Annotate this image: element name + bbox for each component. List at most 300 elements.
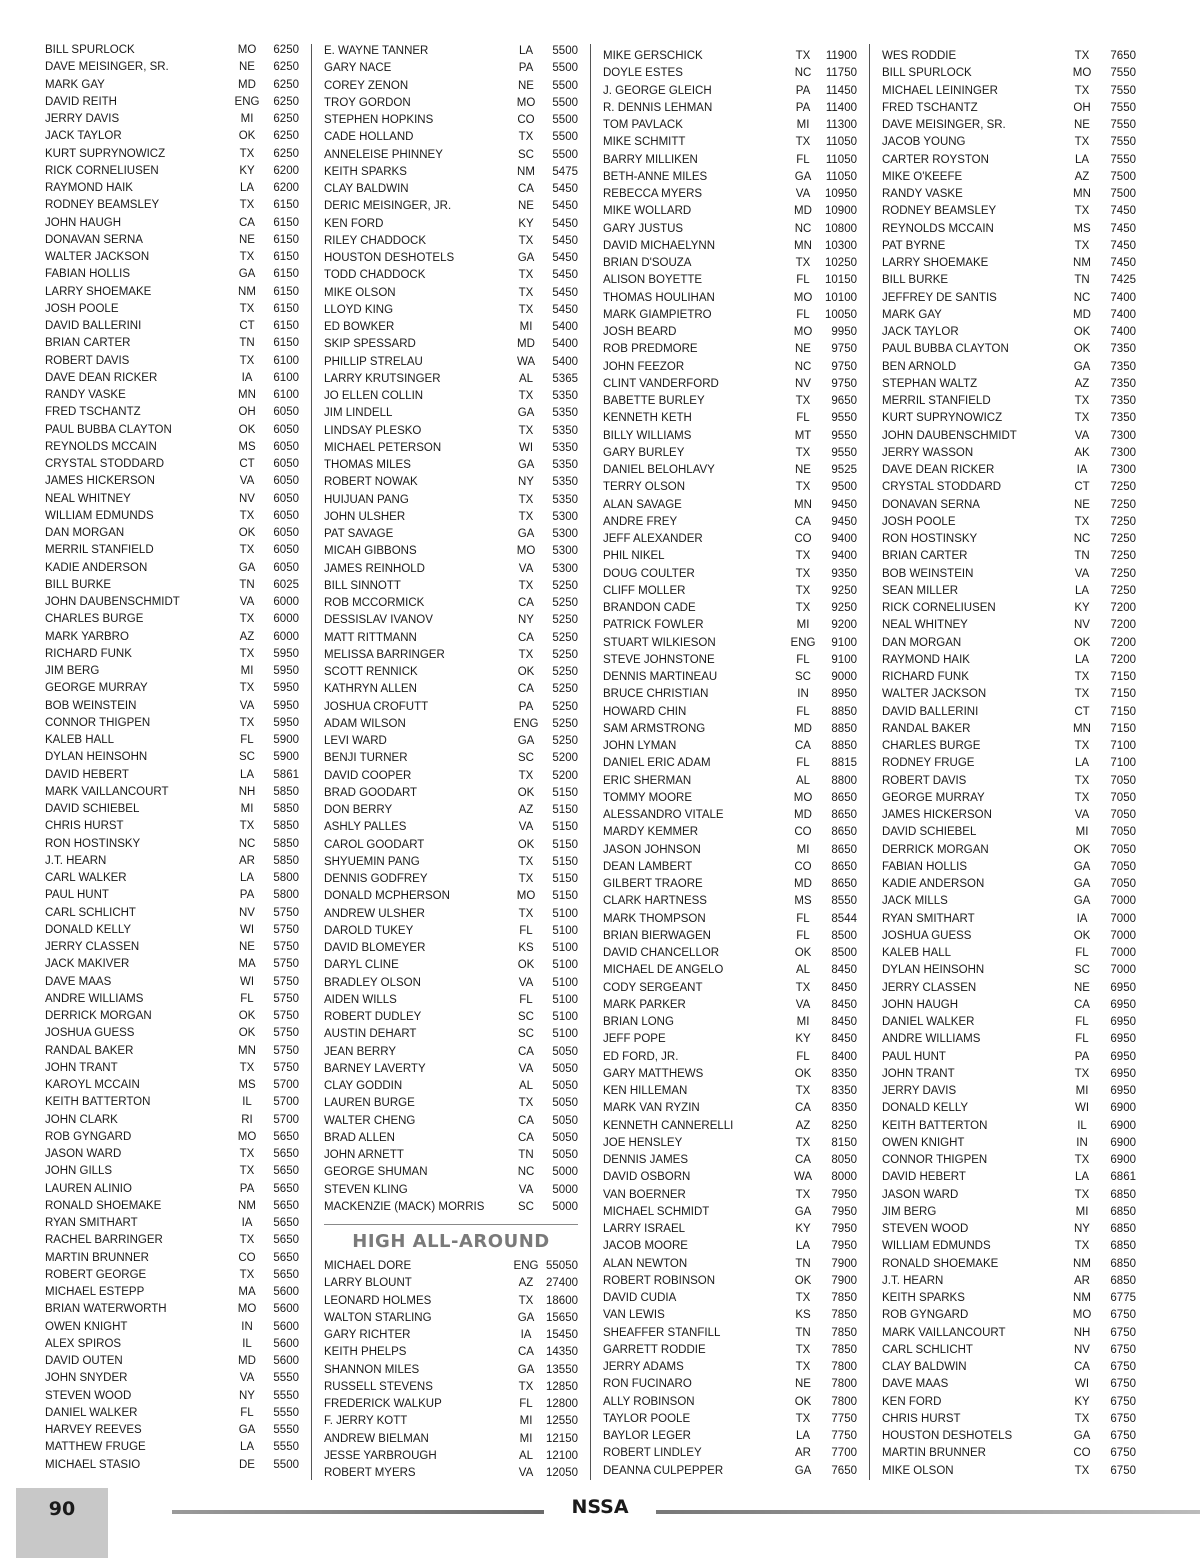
score: 12800 [546, 1398, 578, 1410]
state: MI [796, 1016, 810, 1028]
shooter-name: RYAN SMITHART [882, 912, 975, 925]
shooter-name: CONNOR THIGPEN [45, 716, 151, 729]
score: 5750 [273, 906, 299, 919]
list-item [882, 962, 1136, 979]
state: MI [796, 843, 810, 856]
score: 5100 [552, 1028, 578, 1041]
state: SC [518, 148, 534, 161]
score: 6200 [273, 164, 299, 177]
list-item [603, 1359, 857, 1376]
state: TX [795, 1412, 811, 1425]
list-item [45, 542, 299, 559]
state: PA [1074, 1050, 1090, 1063]
shooter-name: RANDY VASKE [45, 389, 126, 401]
shooter-name: BABETTE BURLEY [603, 395, 705, 407]
shooter-name: MARTIN BRUNNER [45, 1251, 149, 1264]
score: 5250 [552, 717, 578, 730]
shooter-name: STEPHEN HOPKINS [324, 114, 434, 126]
shooter-name: DAVID BLOMEYER [324, 942, 426, 954]
shooter-name: JOSHUA CROFUTT [324, 700, 429, 713]
shooter-name: DAVID REITH [45, 95, 117, 108]
score: 6025 [273, 578, 299, 591]
list-item [324, 595, 578, 612]
list-item [45, 180, 299, 197]
score: 6150 [273, 199, 299, 212]
state: TX [1074, 136, 1090, 149]
list-item [603, 807, 857, 824]
list-item [45, 1319, 299, 1336]
score: 5950 [273, 647, 299, 660]
state: CA [795, 515, 811, 528]
shooter-name: KALEB HALL [882, 947, 952, 959]
state: LA [795, 1240, 811, 1253]
score: 5350 [552, 459, 578, 471]
state: TX [1074, 1464, 1090, 1477]
shooter-name: KURT SUPRYNOWICZ [882, 412, 1003, 425]
score: 5000 [552, 1183, 578, 1196]
score: 6050 [273, 423, 299, 436]
score: 5100 [552, 942, 578, 954]
score: 5900 [273, 751, 299, 764]
score: 7200 [1110, 636, 1136, 649]
shooter-name: SKIP SPESSARD [324, 338, 416, 351]
score: 12150 [546, 1432, 578, 1445]
shooter-name: KADIE ANDERSON [45, 561, 148, 574]
list-item [603, 1428, 857, 1445]
state: NV [1074, 619, 1090, 632]
shooter-name: DERRICK MORGAN [45, 1010, 152, 1022]
state: MO [516, 890, 536, 903]
shooter-name: ALESSANDRO VITALE [603, 809, 724, 821]
list-item [45, 749, 299, 766]
shooter-name: RON FUCINARO [603, 1378, 692, 1391]
score: 7550 [1110, 84, 1136, 97]
state: CA [518, 631, 534, 644]
score: 5750 [273, 1044, 299, 1057]
score: 5100 [552, 907, 578, 920]
list-item [882, 928, 1136, 945]
shooter-name: RYAN SMITHART [45, 1217, 138, 1229]
score: 9550 [831, 429, 857, 442]
list-item [882, 669, 1136, 686]
score: 5500 [552, 45, 578, 57]
score: 7850 [831, 1292, 857, 1304]
shooter-name: JOSH POOLE [45, 302, 119, 315]
list-item [603, 221, 857, 238]
score: 7050 [1110, 791, 1136, 804]
list-item [882, 583, 1136, 600]
state: CO [1073, 1447, 1091, 1460]
state: TX [239, 1268, 255, 1281]
shooter-name: DAVID CHANCELLOR [603, 947, 720, 959]
state: TX [239, 509, 255, 522]
list-item [45, 853, 299, 870]
state: NE [518, 79, 534, 92]
shooter-name: ROBERT LINDLEY [603, 1447, 702, 1460]
list-item [324, 198, 578, 215]
score: 6150 [273, 320, 299, 332]
shooter-name: LARRY SHOEMAKE [882, 257, 989, 269]
state: KY [518, 217, 534, 230]
score: 7450 [1110, 222, 1136, 235]
list-item [882, 617, 1136, 634]
score: 9550 [831, 412, 857, 425]
state: NC [517, 1166, 535, 1179]
state: FL [796, 757, 810, 770]
score: 10250 [825, 257, 857, 269]
shooter-name: HOWARD CHIN [603, 705, 687, 718]
shooter-name: KEITH BATTERTON [45, 1096, 151, 1109]
list-item [45, 439, 299, 456]
score: 10300 [825, 239, 857, 252]
shooter-name: DERRICK MORGAN [882, 843, 989, 856]
shooter-name: DONAVAN SERNA [45, 233, 143, 246]
list-item [324, 1044, 578, 1061]
list-item [603, 1169, 857, 1186]
state: MD [794, 878, 812, 890]
state: SC [239, 751, 255, 764]
shooter-name: RANDAL BAKER [882, 722, 971, 735]
list-item [45, 939, 299, 956]
list-item [603, 704, 857, 721]
score: 5650 [273, 1165, 299, 1178]
shooter-name: MIKE OLSON [324, 286, 396, 299]
score: 13550 [546, 1363, 578, 1376]
state: GA [794, 170, 812, 183]
state: MS [794, 895, 812, 908]
shooter-name: DAN MORGAN [45, 527, 125, 539]
shooter-name: RANDY VASKE [882, 188, 963, 200]
state: KY [795, 1033, 811, 1046]
column-2 [324, 43, 578, 1482]
state: AL [795, 774, 811, 787]
state: MS [1073, 222, 1091, 235]
shooter-name: CARL SCHLICHT [45, 906, 136, 919]
state: GA [517, 1311, 535, 1324]
score: 5300 [552, 562, 578, 575]
list-item [603, 497, 857, 514]
shooter-name: MARK VAILLANCOURT [882, 1326, 1006, 1339]
list-item [45, 784, 299, 801]
list-item [603, 514, 857, 531]
state: FL [796, 705, 810, 718]
list-item [45, 663, 299, 680]
state: CA [795, 740, 811, 752]
shooter-name: CHRIS HURST [45, 820, 124, 833]
state: CO [794, 533, 812, 545]
list-item [882, 1238, 1136, 1255]
shooter-name: MIKE O'KEEFE [882, 170, 963, 183]
shooter-name: JOHN CLARK [45, 1113, 118, 1126]
list-item [603, 566, 857, 583]
state: OK [794, 1274, 812, 1287]
score: 5550 [273, 1424, 299, 1436]
state: NE [1074, 981, 1090, 994]
state: MI [1075, 826, 1089, 839]
list-item [603, 962, 857, 979]
list-item [324, 699, 578, 716]
list-item [882, 1273, 1136, 1290]
score: 7450 [1110, 239, 1136, 252]
shooter-name: MICHAEL ESTEPP [45, 1286, 145, 1298]
state: GA [1073, 878, 1091, 890]
list-item [324, 1061, 578, 1078]
score: 5450 [552, 217, 578, 230]
state: CA [518, 683, 534, 696]
list-item [882, 307, 1136, 324]
list-item [324, 1182, 578, 1199]
list-item [324, 526, 578, 543]
shooter-name: RODNEY BEAMSLEY [45, 199, 160, 212]
list-item [603, 1066, 857, 1083]
shooter-name: DONALD KELLY [45, 923, 132, 936]
shooter-name: BRADLEY OLSON [324, 976, 421, 989]
shooter-name: PATRICK FOWLER [603, 619, 704, 632]
state: GA [1073, 895, 1091, 908]
shooter-name: ASHLY PALLES [324, 821, 407, 834]
state: KS [795, 1309, 811, 1322]
list-item [603, 1445, 857, 1462]
state: LA [239, 1441, 255, 1454]
state: NE [239, 233, 255, 246]
shooter-name: BOB WEINSTEIN [882, 567, 974, 580]
state: SC [518, 752, 534, 765]
state: NY [518, 614, 534, 627]
state: CA [518, 597, 534, 609]
shooter-name: KAROYL MCCAIN [45, 1079, 140, 1091]
list-item [324, 388, 578, 405]
list-item [603, 842, 857, 859]
shooter-name: JOHN DAUBENSCHMIDT [45, 596, 180, 608]
state: TX [1074, 1412, 1090, 1425]
state: FL [1075, 1033, 1089, 1046]
state: VA [518, 1467, 534, 1479]
score: 5450 [552, 286, 578, 299]
state: NH [1073, 1326, 1091, 1339]
shooter-name: MARTIN BRUNNER [882, 1447, 986, 1460]
state: GA [238, 1424, 256, 1436]
score: 5475 [552, 165, 578, 178]
score: 5250 [552, 579, 578, 592]
list-item [882, 479, 1136, 496]
state: TX [518, 424, 534, 437]
shooter-name: LARRY SHOEMAKE [45, 285, 152, 298]
list-item [324, 1113, 578, 1130]
shooter-name: REBECCA MYERS [603, 188, 703, 200]
shooter-name: DAVID COOPER [324, 769, 412, 782]
score: 7050 [1110, 809, 1136, 821]
score: 7700 [831, 1447, 857, 1460]
list-item [603, 911, 857, 928]
state: NV [239, 906, 255, 919]
state: TX [518, 648, 534, 661]
shooter-name: DON BERRY [324, 804, 393, 816]
shooter-name: DANIEL BELOHLAVY [603, 464, 715, 476]
score: 5150 [552, 786, 578, 799]
list-item [603, 548, 857, 565]
score: 5300 [552, 528, 578, 540]
shooter-name: DENNIS GODFREY [324, 873, 428, 885]
score: 7500 [1110, 170, 1136, 183]
score: 6950 [1110, 1050, 1136, 1063]
score: 8350 [831, 1085, 857, 1097]
list-item [45, 301, 299, 318]
list-item [45, 577, 299, 594]
score: 7150 [1110, 671, 1136, 683]
list-item [45, 611, 299, 628]
list-item [603, 928, 857, 945]
state: SC [1074, 964, 1090, 977]
state: CT [239, 320, 255, 332]
score: 6150 [273, 216, 299, 229]
state: MI [519, 1432, 533, 1445]
shooter-name: GARY NACE [324, 62, 392, 75]
shooter-name: ROB PREDMORE [603, 343, 698, 356]
list-item [603, 479, 857, 496]
shooter-name: ROBERT MYERS [324, 1467, 416, 1479]
list-item [324, 837, 578, 854]
shooter-name: MIKE SCHMITT [603, 136, 686, 149]
shooter-name: HOUSTON DESHOTELS [882, 1430, 1013, 1442]
list-item [324, 957, 578, 974]
shooter-name: JERRY CLASSEN [45, 941, 140, 953]
state: TX [1074, 412, 1090, 425]
list-item [45, 1198, 299, 1215]
state: AZ [239, 630, 255, 643]
list-item [882, 48, 1136, 65]
shooter-name: PAUL BUBBA CLAYTON [882, 343, 1009, 356]
score: 5600 [273, 1355, 299, 1367]
score: 9400 [831, 550, 857, 563]
list-item [882, 1325, 1136, 1342]
state: MN [238, 389, 256, 401]
score: 10900 [825, 205, 857, 218]
list-item [324, 474, 578, 491]
state: OK [238, 527, 256, 539]
state: TX [239, 1148, 255, 1160]
state: TX [795, 1188, 811, 1201]
list-item [603, 1221, 857, 1238]
score: 6950 [1110, 1085, 1136, 1097]
list-item [882, 893, 1136, 910]
list-item [603, 980, 857, 997]
score: 6250 [273, 130, 299, 143]
shooter-name: JIM BERG [45, 665, 100, 677]
state: TX [1074, 84, 1090, 97]
score: 7850 [831, 1326, 857, 1339]
score: 6900 [1110, 1154, 1136, 1166]
list-item [882, 1445, 1136, 1462]
state: TX [239, 820, 255, 833]
shooter-name: PHILLIP STRELAU [324, 355, 423, 368]
score: 7150 [1110, 688, 1136, 701]
score: 6050 [273, 475, 299, 488]
state: NH [238, 785, 256, 798]
list-item [603, 376, 857, 393]
list-item [882, 1049, 1136, 1066]
score: 7950 [831, 1223, 857, 1235]
state: LA [1074, 653, 1090, 666]
list-item [324, 681, 578, 698]
state: LA [239, 872, 255, 884]
score: 55050 [546, 1260, 578, 1272]
score: 7150 [1110, 705, 1136, 718]
score: 7200 [1110, 619, 1136, 632]
shooter-name: CLAY BALDWIN [882, 1361, 967, 1373]
state: NM [238, 285, 256, 298]
shooter-name: JACK MAKIVER [45, 958, 130, 971]
list-item [882, 445, 1136, 462]
score: 6200 [273, 182, 299, 194]
score: 15450 [546, 1329, 578, 1341]
state: CA [239, 216, 255, 229]
state: AZ [1074, 377, 1090, 390]
shooter-name: ROBERT GEORGE [45, 1268, 147, 1281]
shooter-name: PHIL NIKEL [603, 550, 665, 563]
list-item [603, 48, 857, 65]
list-item [882, 238, 1136, 255]
state: SC [518, 1011, 534, 1023]
state: MN [1073, 722, 1091, 735]
list-item [882, 824, 1136, 841]
score: 6250 [273, 61, 299, 74]
state: TX [795, 1085, 811, 1097]
section-divider [324, 1224, 578, 1225]
score: 6750 [1110, 1395, 1136, 1408]
list-item [882, 462, 1136, 479]
state: VA [795, 188, 811, 200]
shooter-name: DOUG COULTER [603, 567, 695, 580]
state: IN [241, 1320, 253, 1333]
column-4 [882, 48, 1136, 1480]
state: VA [518, 1062, 534, 1075]
state: TX [239, 613, 255, 626]
shooter-name: RODNEY BEAMSLEY [882, 205, 997, 218]
shooter-name: SCOTT RENNICK [324, 666, 418, 678]
state: IN [1076, 1136, 1088, 1149]
score: 5750 [273, 958, 299, 971]
shooter-name: DAVID SCHIEBEL [45, 803, 140, 815]
state: MA [238, 1286, 256, 1298]
shooter-name: CADE HOLLAND [324, 131, 414, 144]
state: MO [516, 545, 536, 558]
score: 5750 [273, 1061, 299, 1074]
shooter-name: JACK TAYLOR [45, 130, 122, 143]
shooter-name: OWEN KNIGHT [882, 1136, 965, 1149]
list-item [324, 561, 578, 578]
shooter-name: JEAN BERRY [324, 1045, 397, 1058]
state: CO [517, 114, 535, 126]
score: 6900 [1110, 1136, 1136, 1149]
score: 6950 [1110, 1067, 1136, 1080]
list-item [882, 1014, 1136, 1031]
list-item [324, 509, 578, 526]
score: 5300 [552, 510, 578, 523]
score: 7200 [1110, 602, 1136, 614]
state: LA [239, 182, 255, 194]
state: MD [517, 338, 535, 351]
shooter-name: RUSSELL STEVENS [324, 1380, 433, 1393]
state: PA [795, 101, 811, 114]
shooter-name: CODY SERGEANT [603, 981, 703, 994]
shooter-name: SHEAFFER STANFILL [603, 1326, 721, 1339]
shooter-name: BEN ARNOLD [882, 360, 957, 373]
state: CA [518, 1346, 534, 1359]
state: MI [1075, 1205, 1089, 1218]
score: 6050 [273, 561, 299, 574]
state: OK [794, 947, 812, 959]
state: GA [1073, 1430, 1091, 1442]
